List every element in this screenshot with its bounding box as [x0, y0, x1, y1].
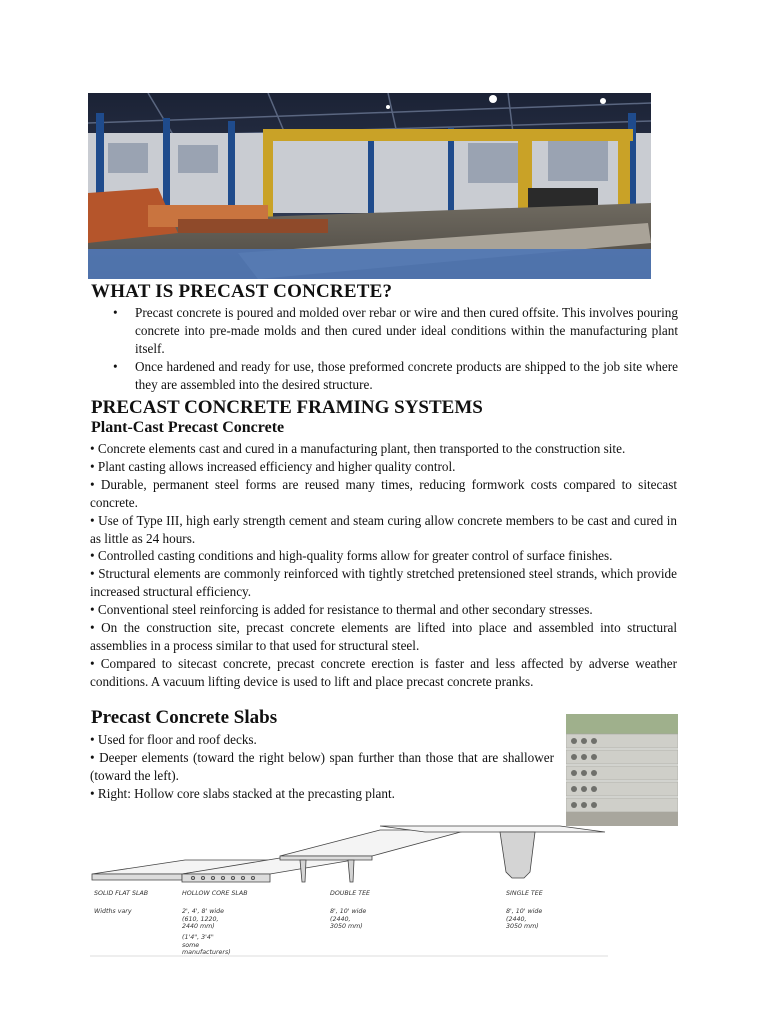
list-item: • Right: Hollow core slabs stacked at the precasting plant.	[90, 786, 395, 801]
solid-slab-note: Widths vary	[94, 908, 132, 915]
section-title-what-is-precast: WHAT IS PRECAST CONCRETE?	[91, 281, 393, 302]
hollow-core-label: HOLLOW CORE SLAB	[182, 890, 248, 897]
intro-bullet-list	[107, 304, 678, 394]
double-tee-label: DOUBLE TEE	[330, 890, 371, 897]
hollow-core-note: 2', 4', 8' wide (610, 1220, 2440 mm)	[182, 908, 224, 930]
slab-points	[90, 731, 554, 803]
list-item: • Conventional steel reinforcing is added for resistance to thermal and other secondary stresses.	[90, 602, 593, 618]
list-item: • Deeper elements (toward the right below) span further than those that are shallower (toward the left).	[90, 750, 554, 783]
list-item: • Compared to sitecast concrete, precast concrete erection is faster and less affected by adverse weather conditions. A vacuum lifting device is used to lift and place precast concrete pranks.	[90, 655, 677, 689]
section-title-precast-slabs: Precast Concrete Slabs	[91, 707, 278, 728]
list-item: • Precast concrete is poured and molded over rebar or wire and then cured offsite. This involves pouring concrete into pre-made molds and then cured under ideal conditions within the manufacturing plant itself.	[107, 304, 678, 358]
slab-types-diagram	[90, 822, 610, 958]
list-item: • On the construction site, precast concrete elements are lifted into place and assembled into structural assemblies in a process similar to that used for structural steel.	[90, 620, 677, 653]
list-item: • Concrete elements cast and cured in a manufacturing plant, then transported to the construction site.	[90, 441, 626, 456]
list-item: • Durable, permanent steel forms are reused many times, reducing formwork costs compared to sitecast concrete.	[90, 476, 677, 510]
list-item: • Used for floor and roof decks.	[90, 732, 257, 747]
list-item: • Use of Type III, high early strength cement and steam curing allow concrete members to be cast and cured in as little as 24 hours.	[90, 512, 677, 546]
single-tee-note: 8', 10' wide (2440, 3050 mm)	[506, 908, 543, 930]
list-item: • Structural elements are commonly reinforced with tightly stretched pretensioned steel strands, which provide increased structural efficiency.	[90, 566, 677, 600]
plant-cast-points	[90, 440, 677, 691]
double-tee-note: 8', 10' wide (2440, 3050 mm)	[330, 908, 367, 930]
factory-photo	[88, 93, 651, 279]
hollow-core-note-2: (1'4", 3'4" some manufacturers)	[182, 934, 231, 956]
list-item: • Plant casting allows increased efficiency and higher quality control.	[90, 458, 456, 474]
list-item: • Controlled casting conditions and high-quality forms allow for greater control of surface finishes.	[90, 548, 613, 564]
solid-slab-label: SOLID FLAT SLAB	[94, 890, 149, 897]
subsection-title-plant-cast: Plant-Cast Precast Concrete	[91, 419, 285, 436]
hollow-core-stack-photo	[566, 714, 678, 826]
section-title-framing-systems: PRECAST CONCRETE FRAMING SYSTEMS	[91, 397, 483, 418]
single-tee-label: SINGLE TEE	[506, 890, 543, 897]
list-item: • Once hardened and ready for use, those preformed concrete products are shipped to the job site where they are assembled into the desired structure.	[107, 358, 678, 394]
